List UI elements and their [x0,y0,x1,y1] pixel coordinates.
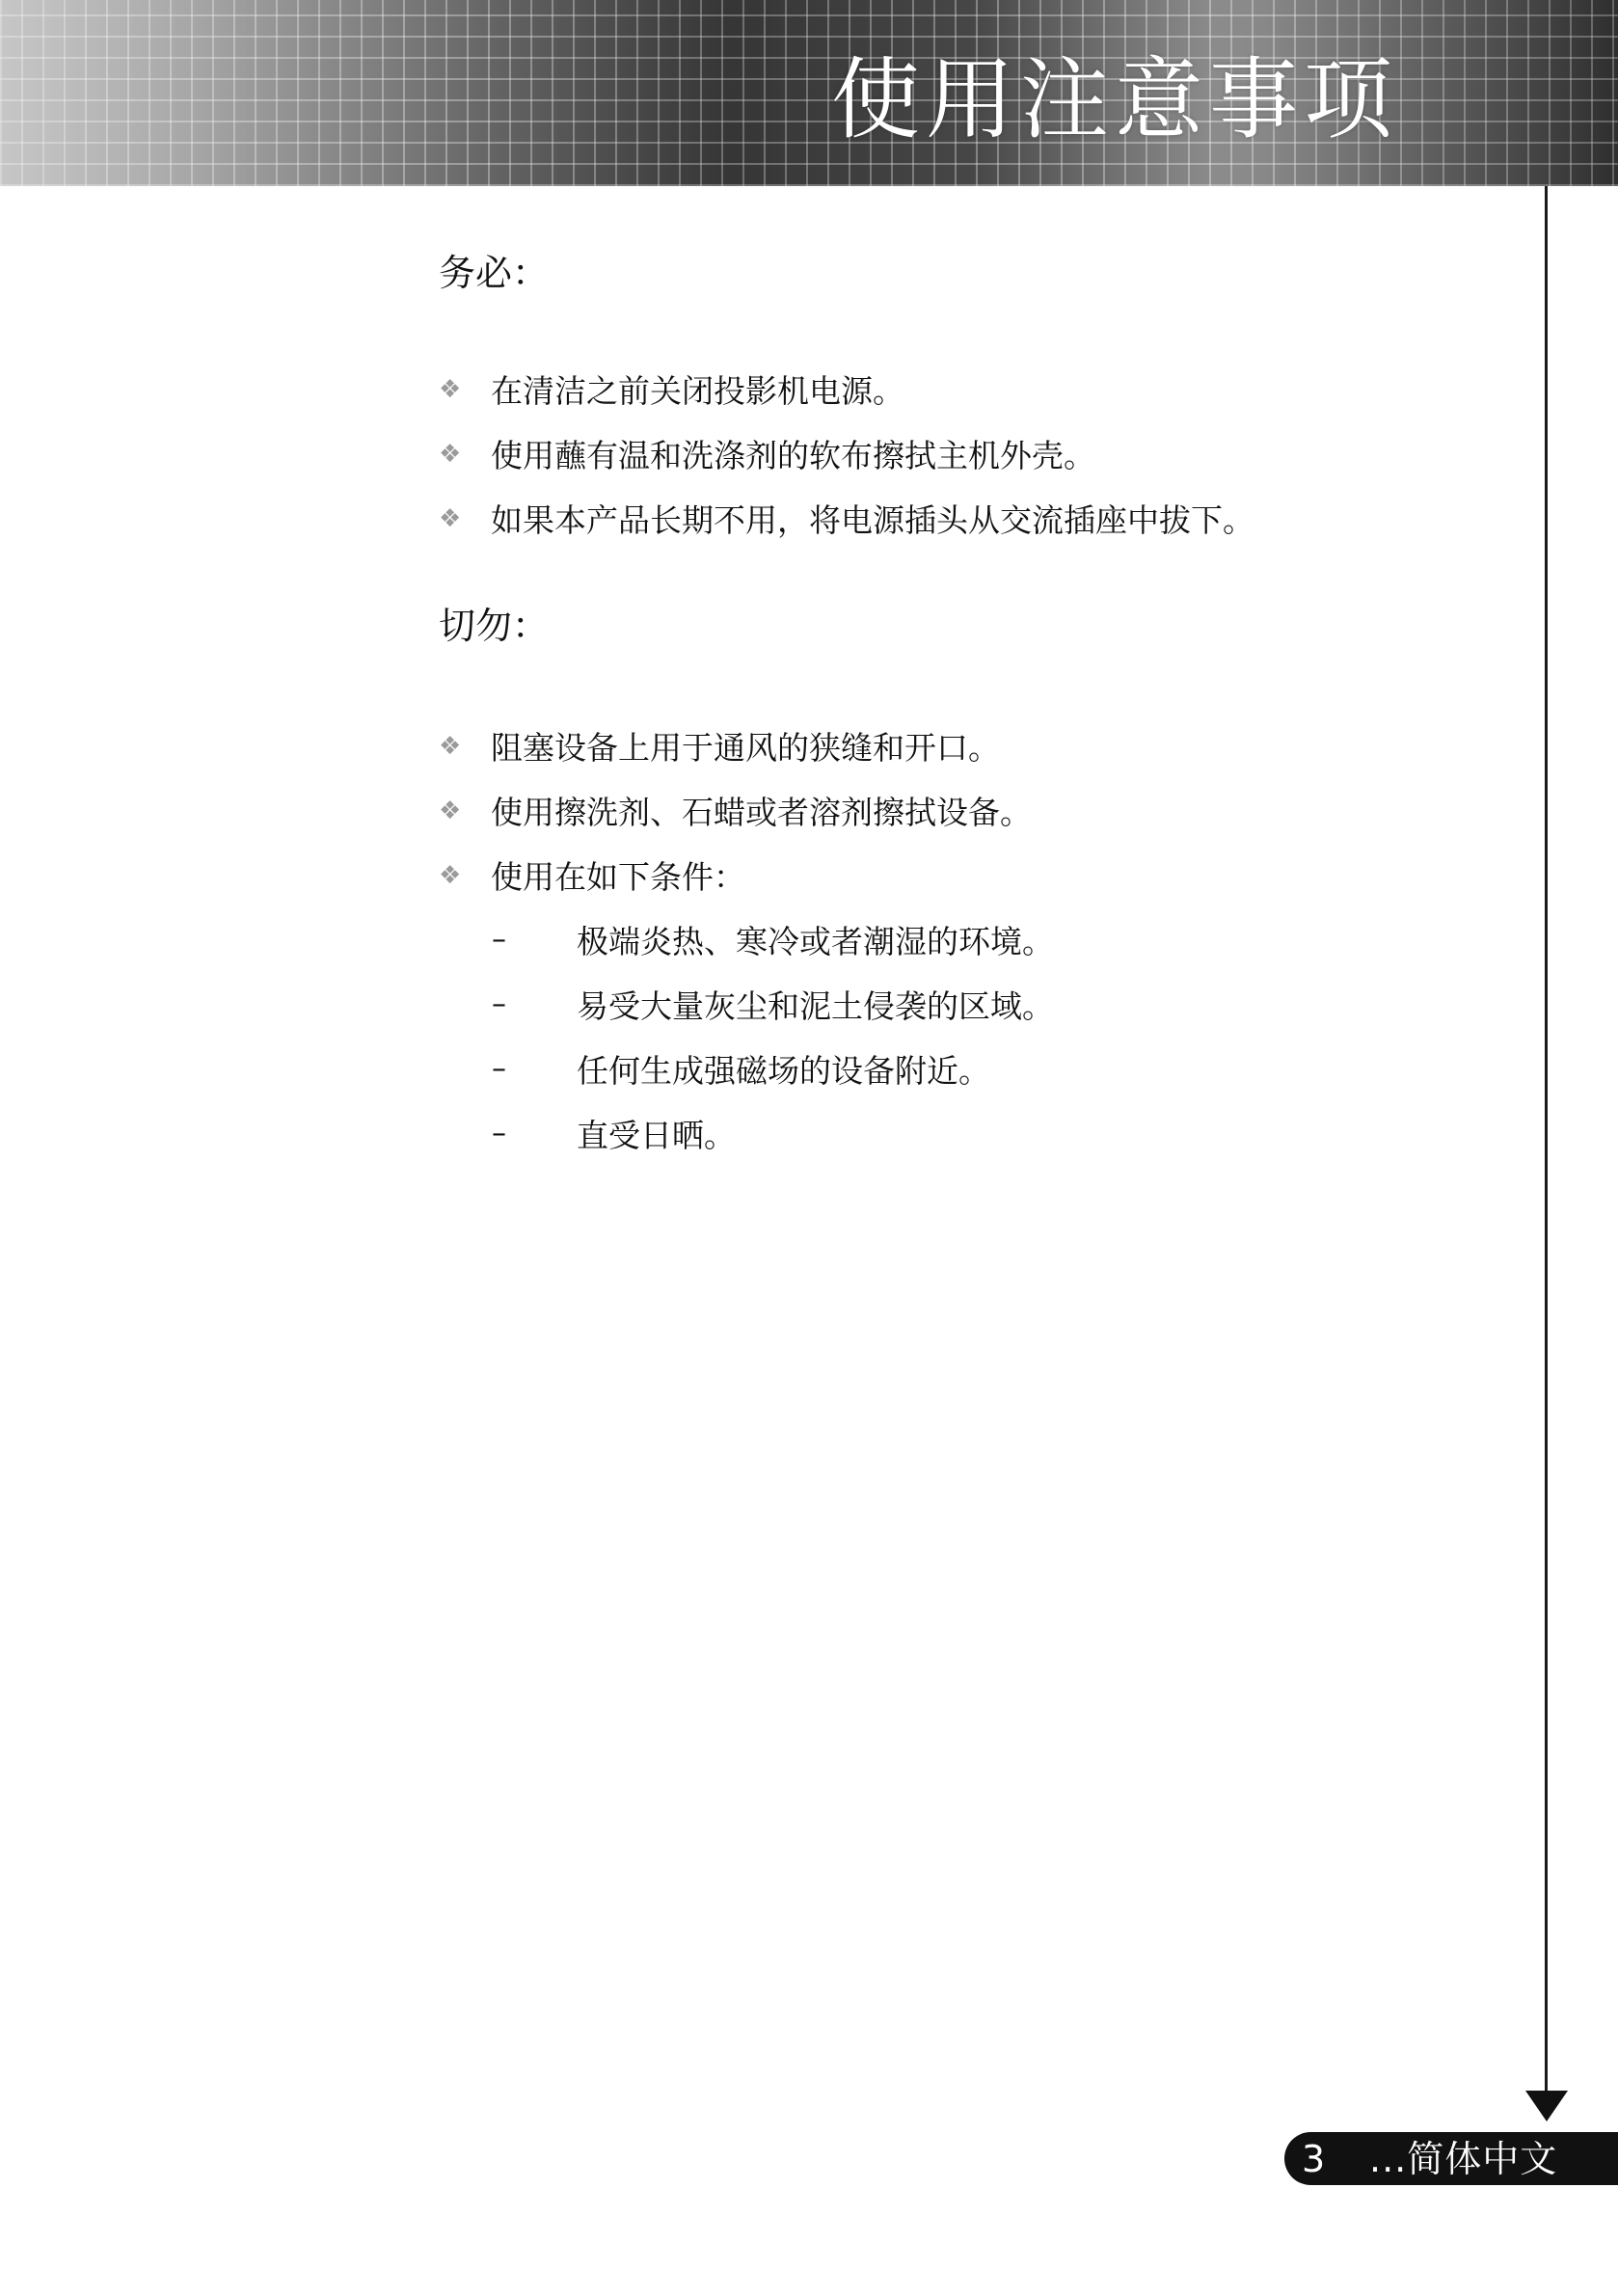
list-item-text: 使用擦洗剂、石蜡或者溶剂擦拭设备。 [491,794,1032,831]
sublist-item-text: 极端炎热、寒冷或者潮湿的环境。 [577,923,1054,960]
dont-heading: 切勿： [439,605,550,647]
diamond-bullet-icon: ❖ [439,796,462,825]
list-item [439,714,1032,778]
list-item-text: 使用蘸有温和洗涤剂的软布擦拭主机外壳。 [491,437,1095,474]
do-heading: 务必： [439,252,550,294]
list-item [439,357,1254,421]
diamond-bullet-icon: ❖ [439,860,462,890]
sublist-item-text: 任何生成强磁场的设备附近。 [577,1052,990,1090]
sublist-item [492,1037,1054,1101]
diamond-bullet-icon: ❖ [439,439,462,469]
list-item [439,843,1032,907]
list-item-text: 在清洁之前关闭投影机电源。 [491,372,904,410]
diamond-bullet-icon: ❖ [439,503,462,533]
dash-marker: – [492,923,506,957]
header-banner [0,0,1618,186]
page-edge-rule [1545,186,1548,2095]
sublist-item-text: 易受大量灰尘和泥土侵袭的区域。 [577,987,1054,1025]
list-item [439,421,1254,486]
list-item [439,486,1254,551]
list-item-text: 阻塞设备上用于通风的狭缝和开口。 [491,729,1000,767]
conditions-sublist [492,907,1054,1166]
list-item-text: 使用在如下条件： [491,858,745,896]
list-item [439,778,1032,843]
sublist-item [492,972,1054,1037]
sublist-item [492,907,1054,972]
diamond-bullet-icon: ❖ [439,374,462,404]
page-title: 使用注意事项 [830,48,1398,151]
dash-marker: – [492,1052,506,1086]
diamond-bullet-icon: ❖ [439,731,462,761]
dash-marker: – [492,987,506,1021]
arrow-down-icon [1525,2091,1568,2121]
sublist-item [492,1101,1054,1166]
page-number: 3 [1302,2138,1326,2180]
list-item-text: 如果本产品长期不用，将电源插头从交流插座中拔下。 [491,501,1254,539]
dont-list [439,714,1032,907]
language-label: ...简体中文 [1369,2138,1558,2180]
dash-marker: – [492,1117,506,1150]
sublist-item-text: 直受日晒。 [577,1117,736,1154]
do-list [439,357,1254,551]
